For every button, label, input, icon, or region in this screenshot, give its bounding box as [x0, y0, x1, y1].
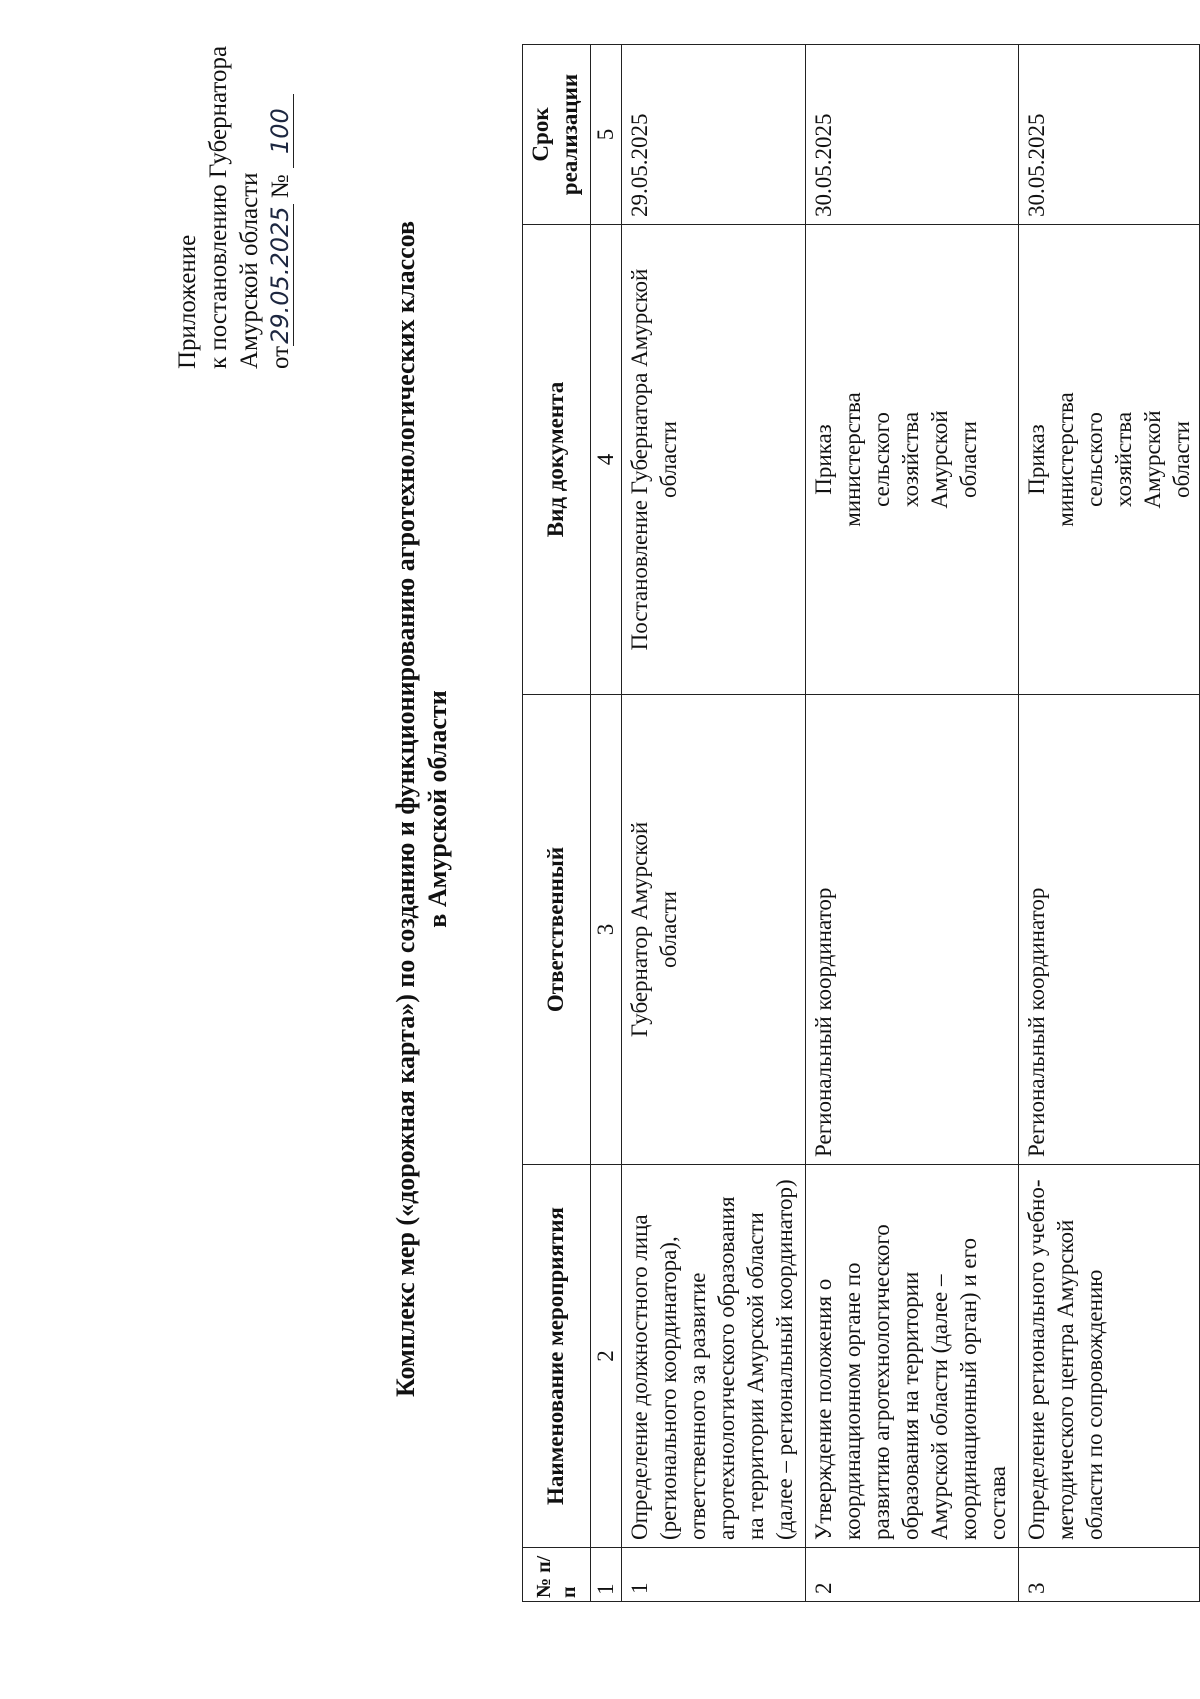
document-title — [390, 99, 454, 1519]
column-number: 3 — [591, 695, 622, 1165]
column-number: 1 — [591, 1548, 622, 1602]
row-doc-type: Приказ министерства сельского хозяйства Амурской области — [1019, 225, 1200, 695]
row-name: Утверждение положения о координационном органе по развитию агротехнологического образования на территории Амурской области (далее – координационный орган) и его состава — [806, 1165, 1019, 1548]
row-doc-type: Приказ министерства сельского хозяйства Амурской области — [806, 225, 1019, 695]
resolution-date: 29.05.2025 — [266, 206, 294, 344]
row-deadline: 30.05.2025 — [1019, 45, 1200, 225]
table-row — [622, 45, 806, 1602]
row-num: 2 — [806, 1548, 1019, 1602]
header-responsible: Ответственный — [523, 695, 591, 1165]
appendix-block — [172, 46, 296, 369]
column-number: 2 — [591, 1165, 622, 1548]
row-deadline: 30.05.2025 — [806, 45, 1019, 225]
table-header-row — [523, 45, 591, 1602]
appendix-date-line — [265, 46, 296, 369]
appendix-region-line: Амурской области — [236, 172, 263, 369]
row-num: 3 — [1019, 1548, 1200, 1602]
row-responsible: Губернатор Амурской области — [622, 695, 806, 1165]
title-line-1: Комплекс мер («дорожная карта») по созданию и функционированию агротехнологических классов — [391, 220, 420, 1398]
from-prefix: от — [267, 345, 294, 369]
row-name: Определение регионального учебно-методического центра Амурской области по сопровождению — [1019, 1165, 1200, 1548]
row-num: 1 — [622, 1548, 806, 1602]
appendix-resolution-line: к постановлению Губернатора — [205, 45, 232, 369]
resolution-number: 100 — [267, 94, 294, 168]
header-name: Наименование мероприятия — [523, 1165, 591, 1548]
header-doc-type: Вид документа — [523, 225, 591, 695]
column-number: 4 — [591, 225, 622, 695]
table-row — [806, 45, 1019, 1602]
roadmap-table — [522, 44, 1200, 1602]
header-num: № п/ п — [523, 1548, 591, 1602]
row-responsible: Региональный координатор — [1019, 695, 1200, 1165]
row-deadline: 29.05.2025 — [622, 45, 806, 225]
row-responsible: Региональный координатор — [806, 695, 1019, 1165]
row-name: Определение должностного лица (регионального координатора), ответственного за развитие агротехнологического образования на территории Амурской области (далее – региональный координатор) — [622, 1165, 806, 1548]
row-doc-type: Постановление Губернатора Амурской области — [622, 225, 806, 695]
header-deadline: Срок реализации — [523, 45, 591, 225]
appendix-label: Приложение — [174, 234, 201, 369]
title-line-2: в Амурской области — [423, 690, 452, 928]
column-number-row — [591, 45, 622, 1602]
column-number: 5 — [591, 45, 622, 225]
number-sign: № — [267, 174, 294, 199]
table-row — [1019, 45, 1200, 1602]
